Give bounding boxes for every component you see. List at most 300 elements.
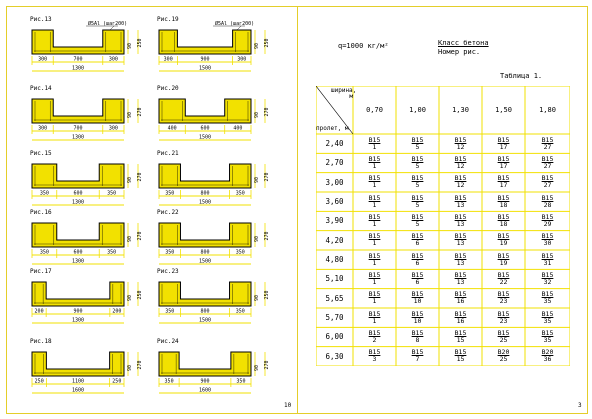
dimension-text: 300 xyxy=(108,125,118,132)
side-dimension-text: 90 xyxy=(127,294,133,302)
channel-section xyxy=(32,99,124,123)
figure-number: 35 xyxy=(543,297,552,306)
table-cell xyxy=(439,134,482,153)
side-dimension-text: 270 xyxy=(137,107,143,117)
figure-number: 16 xyxy=(456,297,465,306)
total-dimension-text: 1500 xyxy=(198,317,212,324)
table-cell xyxy=(525,211,570,230)
concrete-class: B15 xyxy=(541,232,554,241)
table-cell xyxy=(396,250,439,269)
width-value: 1,30 xyxy=(452,106,469,114)
channel-section xyxy=(159,352,251,376)
concrete-class: B15 xyxy=(411,135,424,144)
dimension-text: 900 xyxy=(200,56,210,63)
dimension-text: 900 xyxy=(73,308,83,315)
figure-number: 1 xyxy=(372,142,377,151)
side-dimension-text: 90 xyxy=(254,176,260,184)
dimension-text: 700 xyxy=(73,56,83,63)
figure-number: 27 xyxy=(543,161,552,170)
side-dimension-text: 270 xyxy=(264,231,270,241)
figure-number: 5 xyxy=(415,142,420,151)
dimension-text: 400 xyxy=(233,125,243,132)
channel-section xyxy=(32,352,124,376)
figure-number: 13 xyxy=(456,258,465,267)
total-dimension-text: 1600 xyxy=(198,387,212,394)
figure-number: 19 xyxy=(499,258,508,267)
total-dimension-text: 1500 xyxy=(198,134,212,141)
figure-section-drawing xyxy=(30,209,165,275)
table-cell xyxy=(482,250,525,269)
figure-number: 3 xyxy=(372,355,377,364)
table-cell xyxy=(439,308,482,327)
concrete-class-table xyxy=(316,86,570,366)
table-cell xyxy=(482,269,525,288)
side-dimension-text: 90 xyxy=(254,111,260,119)
dimension-text: 350 xyxy=(236,378,246,385)
table-cell xyxy=(439,327,482,346)
side-dimension-text: 90 xyxy=(127,176,133,184)
concrete-class: B15 xyxy=(411,328,424,337)
figure-number: 5 xyxy=(415,219,420,228)
table-cell xyxy=(353,134,396,153)
figure-number: 25 xyxy=(499,335,508,344)
concrete-class: B15 xyxy=(368,290,381,299)
page-number-left: 10 xyxy=(284,402,292,409)
span-value: 2,70 xyxy=(325,158,344,168)
figure-number: 6 xyxy=(415,258,420,267)
concrete-class: B15 xyxy=(541,328,554,337)
figure-number: 1 xyxy=(372,219,377,228)
figure-section-drawing xyxy=(157,16,292,82)
dimension-text: 600 xyxy=(200,125,210,132)
figure-number: 15 xyxy=(456,335,465,344)
figure-number: 22 xyxy=(499,277,508,286)
figure-12 xyxy=(157,338,292,404)
table-cell xyxy=(396,269,439,288)
table-cell xyxy=(525,289,570,308)
table-cell xyxy=(396,347,439,366)
figure-label: Рис.19 xyxy=(157,16,179,23)
reinforcement-note: Ø5Al (шаг200) xyxy=(215,21,255,27)
concrete-class: B15 xyxy=(454,251,467,260)
side-dimension-text: 250 xyxy=(264,38,270,48)
figure-number: 1 xyxy=(372,239,377,248)
figure-label: Рис.24 xyxy=(157,338,179,345)
table-cell xyxy=(482,134,525,153)
figure-number: 1 xyxy=(372,316,377,325)
total-dimension-text: 1300 xyxy=(71,134,85,141)
figure-label: Рис.13 xyxy=(30,16,52,23)
concrete-class: B15 xyxy=(454,270,467,279)
side-dimension-text: 90 xyxy=(254,235,260,243)
figure-6 xyxy=(157,150,292,216)
dimension-text: 800 xyxy=(200,308,210,315)
figure-label: Рис.21 xyxy=(157,150,179,157)
table-cell xyxy=(353,231,396,250)
dimension-text: 350 xyxy=(39,249,49,256)
concrete-class: B15 xyxy=(411,251,424,260)
dimension-text: 350 xyxy=(235,190,245,197)
figure-number: 13 xyxy=(456,219,465,228)
concrete-class: B15 xyxy=(454,309,467,318)
figure-number: 17 xyxy=(499,142,508,151)
dimension-text: 350 xyxy=(39,190,49,197)
side-dimension-text: 90 xyxy=(254,294,260,302)
table-cell xyxy=(525,153,570,172)
figure-section-drawing xyxy=(157,85,292,151)
table-cell xyxy=(482,173,525,192)
side-dimension-text: 90 xyxy=(127,364,133,372)
figure-section-drawing xyxy=(30,268,165,334)
total-dimension-text: 1300 xyxy=(71,317,85,324)
figure-number: 30 xyxy=(543,239,552,248)
figure-label: Рис.20 xyxy=(157,85,179,92)
table-cell xyxy=(482,347,525,366)
legend-figure-number: Номер рис. xyxy=(438,48,481,56)
total-dimension-text: 1300 xyxy=(71,258,85,265)
table-cell xyxy=(439,173,482,192)
concrete-class: B15 xyxy=(454,174,467,183)
figure-number: 2 xyxy=(372,335,377,344)
concrete-class: B15 xyxy=(541,154,554,163)
table-cell xyxy=(353,173,396,192)
table-header-cell xyxy=(353,86,396,134)
dimension-text: 350 xyxy=(107,190,117,197)
figure-number: 5 xyxy=(415,200,420,209)
concrete-class: B15 xyxy=(368,154,381,163)
concrete-class: B15 xyxy=(368,309,381,318)
concrete-class: B15 xyxy=(497,251,510,260)
side-dimension-text: 270 xyxy=(137,360,143,370)
total-dimension-text: 1500 xyxy=(198,199,212,206)
figure-1 xyxy=(30,16,165,82)
table-row-header xyxy=(316,327,353,346)
concrete-class: B15 xyxy=(454,290,467,299)
figure-number: 19 xyxy=(499,239,508,248)
figure-number: 7 xyxy=(415,355,420,364)
corner-width-label: ширина, м xyxy=(331,87,357,100)
dimension-text: 800 xyxy=(200,249,210,256)
concrete-class: B15 xyxy=(541,309,554,318)
table-cell xyxy=(525,250,570,269)
concrete-class: B15 xyxy=(497,135,510,144)
figure-number: 18 xyxy=(499,219,508,228)
span-value: 4,80 xyxy=(325,255,344,265)
figure-label: Рис.16 xyxy=(30,209,52,216)
figure-label: Рис.22 xyxy=(157,209,179,216)
figure-5 xyxy=(30,150,165,216)
width-value: 1,50 xyxy=(495,106,512,114)
side-dimension-text: 90 xyxy=(254,364,260,372)
table-cell xyxy=(353,269,396,288)
span-value: 6,00 xyxy=(325,332,344,342)
figure-number: 10 xyxy=(413,316,422,325)
table-cell xyxy=(482,289,525,308)
table-cell xyxy=(482,231,525,250)
table-cell xyxy=(353,327,396,346)
figure-label: Рис.23 xyxy=(157,268,179,275)
page-number-right: 3 xyxy=(578,402,582,409)
figure-8 xyxy=(157,209,292,275)
figure-4 xyxy=(157,85,292,151)
figure-number: 27 xyxy=(543,142,552,151)
concrete-class: B15 xyxy=(497,193,510,202)
table-cell xyxy=(525,231,570,250)
total-dimension-text: 1300 xyxy=(71,65,85,72)
concrete-class: B15 xyxy=(497,328,510,337)
concrete-class: B15 xyxy=(497,154,510,163)
table-row-header xyxy=(316,211,353,230)
total-dimension-text: 1600 xyxy=(71,387,85,394)
figure-number: 29 xyxy=(543,219,552,228)
concrete-class: B15 xyxy=(497,309,510,318)
figure-label: Рис.14 xyxy=(30,85,52,92)
concrete-class: B15 xyxy=(454,193,467,202)
figure-number: 23 xyxy=(499,316,508,325)
concrete-class: B15 xyxy=(368,193,381,202)
side-dimension-text: 90 xyxy=(127,111,133,119)
concrete-class: B15 xyxy=(454,232,467,241)
dimension-text: 350 xyxy=(165,249,175,256)
table-cell xyxy=(396,308,439,327)
figure-number: 5 xyxy=(415,161,420,170)
table-cell xyxy=(396,211,439,230)
span-value: 5,70 xyxy=(325,313,344,323)
span-value: 4,20 xyxy=(325,235,344,245)
channel-section xyxy=(159,30,251,54)
figure-11 xyxy=(30,338,165,404)
channel-section xyxy=(32,282,124,306)
reinforcement-note: Ø5Al (шаг200) xyxy=(88,21,128,27)
table-cell xyxy=(353,211,396,230)
figure-number: 13 xyxy=(456,200,465,209)
concrete-class: B15 xyxy=(454,135,467,144)
side-dimension-text: 270 xyxy=(137,172,143,182)
total-dimension-text: 1500 xyxy=(198,258,212,265)
figure-number: 35 xyxy=(543,335,552,344)
figure-9 xyxy=(30,268,165,334)
table-row-header xyxy=(316,153,353,172)
table-cell xyxy=(353,289,396,308)
dimension-text: 900 xyxy=(200,378,210,385)
concrete-class: B15 xyxy=(411,232,424,241)
concrete-class: B15 xyxy=(368,270,381,279)
figure-number: 13 xyxy=(456,277,465,286)
figure-number: 13 xyxy=(456,239,465,248)
width-value: 1,80 xyxy=(539,106,556,114)
figure-number: 10 xyxy=(413,297,422,306)
figure-number: 32 xyxy=(543,277,552,286)
width-value: 0,70 xyxy=(366,106,383,114)
figure-number: 1 xyxy=(372,277,377,286)
figure-7 xyxy=(30,209,165,275)
channel-section xyxy=(159,223,251,247)
figure-section-drawing xyxy=(30,85,165,151)
figure-number: 18 xyxy=(499,200,508,209)
figure-label: Рис.18 xyxy=(30,338,52,345)
table-cell xyxy=(525,192,570,211)
table-cell xyxy=(525,134,570,153)
figure-number: 31 xyxy=(543,258,552,267)
figure-number: 23 xyxy=(499,297,508,306)
figure-number: 1 xyxy=(372,161,377,170)
dimension-text: 300 xyxy=(38,56,48,63)
concrete-class: B15 xyxy=(368,251,381,260)
table-corner-cell xyxy=(316,86,357,134)
concrete-class: B15 xyxy=(454,154,467,163)
figure-number: 12 xyxy=(456,142,465,151)
concrete-class: B15 xyxy=(368,232,381,241)
figure-number: 15 xyxy=(456,355,465,364)
table-cell xyxy=(353,192,396,211)
figure-number: 17 xyxy=(499,161,508,170)
figure-number: 1 xyxy=(372,297,377,306)
span-value: 6,30 xyxy=(325,351,344,361)
side-dimension-text: 270 xyxy=(264,107,270,117)
dimension-text: 350 xyxy=(165,308,175,315)
figure-section-drawing xyxy=(157,209,292,275)
figure-number: 1 xyxy=(372,200,377,209)
figure-2 xyxy=(157,16,292,82)
concrete-class: B15 xyxy=(411,154,424,163)
table-cell xyxy=(439,347,482,366)
concrete-class: B15 xyxy=(497,232,510,241)
table-cell xyxy=(482,211,525,230)
dimension-text: 350 xyxy=(235,249,245,256)
table-cell xyxy=(525,308,570,327)
figure-number: 8 xyxy=(415,335,420,344)
dimension-text: 350 xyxy=(235,308,245,315)
dimension-text: 200 xyxy=(112,308,122,315)
table-cell xyxy=(353,308,396,327)
side-dimension-text: 250 xyxy=(137,290,143,300)
channel-section xyxy=(32,30,124,54)
table-row-header xyxy=(316,192,353,211)
side-dimension-text: 90 xyxy=(127,235,133,243)
table-row-header xyxy=(316,308,353,327)
concrete-class: B15 xyxy=(368,135,381,144)
table-cell xyxy=(482,192,525,211)
table-cell xyxy=(396,192,439,211)
dimension-text: 250 xyxy=(112,378,122,385)
table-cell xyxy=(482,308,525,327)
table-row-header xyxy=(316,134,353,153)
table-header-cell xyxy=(525,86,570,134)
concrete-class: B20 xyxy=(497,348,510,357)
concrete-class: B15 xyxy=(541,193,554,202)
side-dimension-text: 90 xyxy=(127,42,133,50)
dimension-text: 700 xyxy=(73,125,83,132)
figure-section-drawing xyxy=(157,268,292,334)
table-cell xyxy=(396,231,439,250)
channel-section xyxy=(159,99,251,123)
figure-section-drawing xyxy=(157,338,292,404)
table-cell xyxy=(439,211,482,230)
dimension-text: 800 xyxy=(200,190,210,197)
table-cell xyxy=(482,327,525,346)
concrete-class: B15 xyxy=(411,212,424,221)
table-row-header xyxy=(316,250,353,269)
concrete-class: B15 xyxy=(454,212,467,221)
dimension-text: 350 xyxy=(165,190,175,197)
concrete-class: B15 xyxy=(541,270,554,279)
concrete-class: B15 xyxy=(454,348,467,357)
total-dimension-text: 1500 xyxy=(198,65,212,72)
table-cell xyxy=(525,347,570,366)
figure-number: 12 xyxy=(456,161,465,170)
width-value: 1,00 xyxy=(409,106,426,114)
figure-section-drawing xyxy=(30,338,165,404)
figure-number: 1 xyxy=(372,258,377,267)
figure-section-drawing xyxy=(157,150,292,216)
figure-number: 35 xyxy=(543,316,552,325)
concrete-class: B15 xyxy=(541,174,554,183)
figure-section-drawing xyxy=(30,150,165,216)
concrete-class: B15 xyxy=(497,290,510,299)
table-row-header xyxy=(316,289,353,308)
table-row-header xyxy=(316,269,353,288)
figure-label: Рис.15 xyxy=(30,150,52,157)
table-row-header xyxy=(316,173,353,192)
figure-10 xyxy=(157,268,292,334)
table-cell xyxy=(439,289,482,308)
figure-number: 25 xyxy=(499,355,508,364)
legend-concrete-class: Класс бетона xyxy=(438,39,489,47)
concrete-class: B15 xyxy=(541,212,554,221)
table-cell xyxy=(439,250,482,269)
figure-number: 5 xyxy=(415,181,420,190)
figure-number: 28 xyxy=(543,200,552,209)
figure-number: 36 xyxy=(543,355,552,364)
corner-span-label: пролет, м xyxy=(316,125,349,132)
concrete-class: B15 xyxy=(411,174,424,183)
dimension-text: 350 xyxy=(107,249,117,256)
dimension-text: 350 xyxy=(164,378,174,385)
concrete-class: B15 xyxy=(411,193,424,202)
concrete-class: B15 xyxy=(368,328,381,337)
table-cell xyxy=(353,347,396,366)
figure-label: Рис.17 xyxy=(30,268,52,275)
figure-number: 16 xyxy=(456,316,465,325)
table-cell xyxy=(525,269,570,288)
span-value: 3,60 xyxy=(325,197,344,207)
concrete-class: B15 xyxy=(368,212,381,221)
table-cell xyxy=(396,173,439,192)
concrete-class: B15 xyxy=(541,290,554,299)
channel-section xyxy=(32,223,124,247)
table-cell xyxy=(353,153,396,172)
figure-3 xyxy=(30,85,165,151)
concrete-class: B15 xyxy=(541,135,554,144)
table-header-cell xyxy=(439,86,482,134)
side-dimension-text: 270 xyxy=(264,172,270,182)
dimension-text: 300 xyxy=(237,56,247,63)
channel-section xyxy=(159,164,251,188)
figure-number: 1 xyxy=(372,181,377,190)
concrete-class: B15 xyxy=(454,328,467,337)
figure-number: 12 xyxy=(456,181,465,190)
dimension-text: 250 xyxy=(34,378,44,385)
figure-number: 6 xyxy=(415,277,420,286)
span-value: 5,65 xyxy=(325,293,344,303)
side-dimension-text: 270 xyxy=(264,360,270,370)
span-value: 3,90 xyxy=(325,216,344,226)
table-cell xyxy=(396,327,439,346)
figure-number: 27 xyxy=(543,181,552,190)
concrete-class: B15 xyxy=(411,290,424,299)
concrete-class: B15 xyxy=(497,270,510,279)
table-title: Таблица 1. xyxy=(500,72,543,80)
